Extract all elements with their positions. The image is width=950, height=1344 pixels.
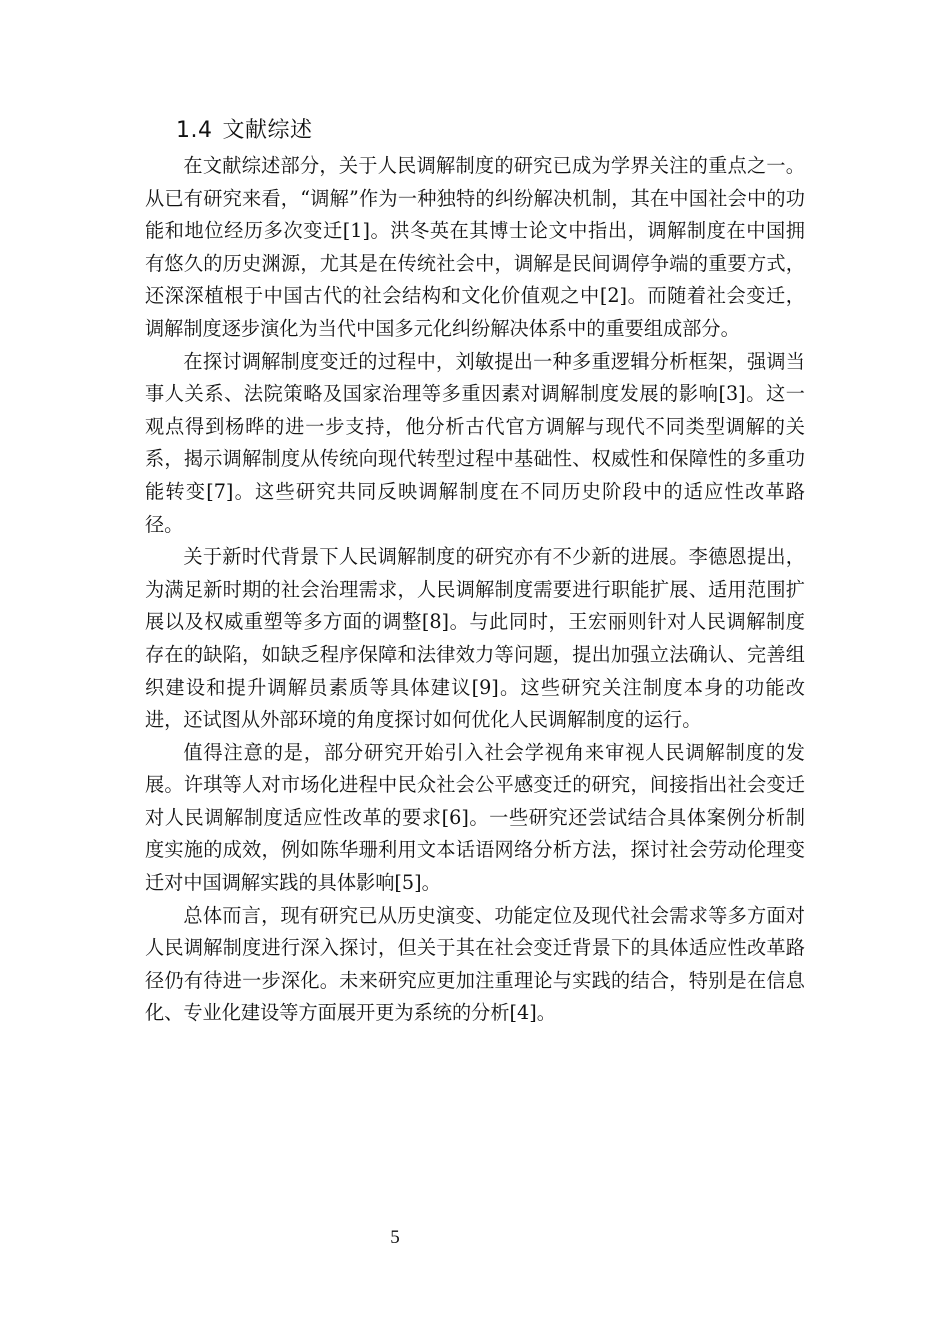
paragraph-4: 值得注意的是，部分研究开始引入社会学视角来审视人民调解制度的发展。许琪等人对市场化进程中民众社会公平感变迁的研究，间接指出社会变迁对人民调解制度适应性改革的要求[6]。一些研究还尝试结合具体案例分析制度实施的成效，例如陈华珊利用文本话语网络分析方法，探讨社会劳动伦理变迁对中国调解实践的具体影响[5]。	[145, 740, 805, 895]
paragraph-3: 关于新时代背景下人民调解制度的研究亦有不少新的进展。李德恩提出，为满足新时期的社会治理需求，人民调解制度需要进行职能扩展、适用范围扩展以及权威重塑等多方面的调整[8]。与此同时，王宏丽则针对人民调解制度存在的缺陷，如缺乏程序保障和法律效力等问题，提出加强立法确认、完善组织建设和提升调解员素质等具体建议[9]。这些研究关注制度本身的功能改进，还试图从外部环境的角度探讨如何优化人民调解制度的运行。	[145, 545, 805, 732]
paragraph-1: 在文献综述部分，关于人民调解制度的研究已成为学界关注的重点之一。从已有研究来看，“调解”作为一种独特的纠纷解决机制，其在中国社会中的功能和地位经历多次变迁[1]。洪冬英在其博士论文中指出，调解制度在中国拥有悠久的历史渊源，尤其是在传统社会中，调解是民间调停争端的重要方式，还深深植根于中国古代的社会结构和文化价值观之中[2]。而随着社会变迁，调解制度逐步演化为当代中国多元化纠纷解决体系中的重要组成部分。	[145, 154, 805, 340]
paragraph-5: 总体而言，现有研究已从历史演变、功能定位及现代社会需求等多方面对人民调解制度进行深入探讨，但关于其在社会变迁背景下的具体适应性改革路径仍有待进一步深化。未来研究应更加注重理论与实践的结合，特别是在信息化、专业化建设等方面展开更为系统的分析[4]。	[145, 903, 805, 1025]
section-title: 文献综述	[222, 118, 313, 143]
paragraph-2: 在探讨调解制度变迁的过程中，刘敏提出一种多重逻辑分析框架，强调当事人关系、法院策略及国家治理等多重因素对调解制度发展的影响[3]。这一观点得到杨晔的进一步支持，他分析古代官方调解与现代不同类型调解的关系，揭示调解制度从传统向现代转型过程中基础性、权威性和保障性的多重功能转变[7]。这些研究共同反映调解制度在不同历史阶段中的适应性改革路径。	[145, 349, 805, 536]
section-heading	[176, 116, 313, 146]
body-text	[145, 150, 805, 1030]
page-number: 5	[390, 1227, 400, 1248]
section-number: 1.4	[176, 118, 213, 143]
